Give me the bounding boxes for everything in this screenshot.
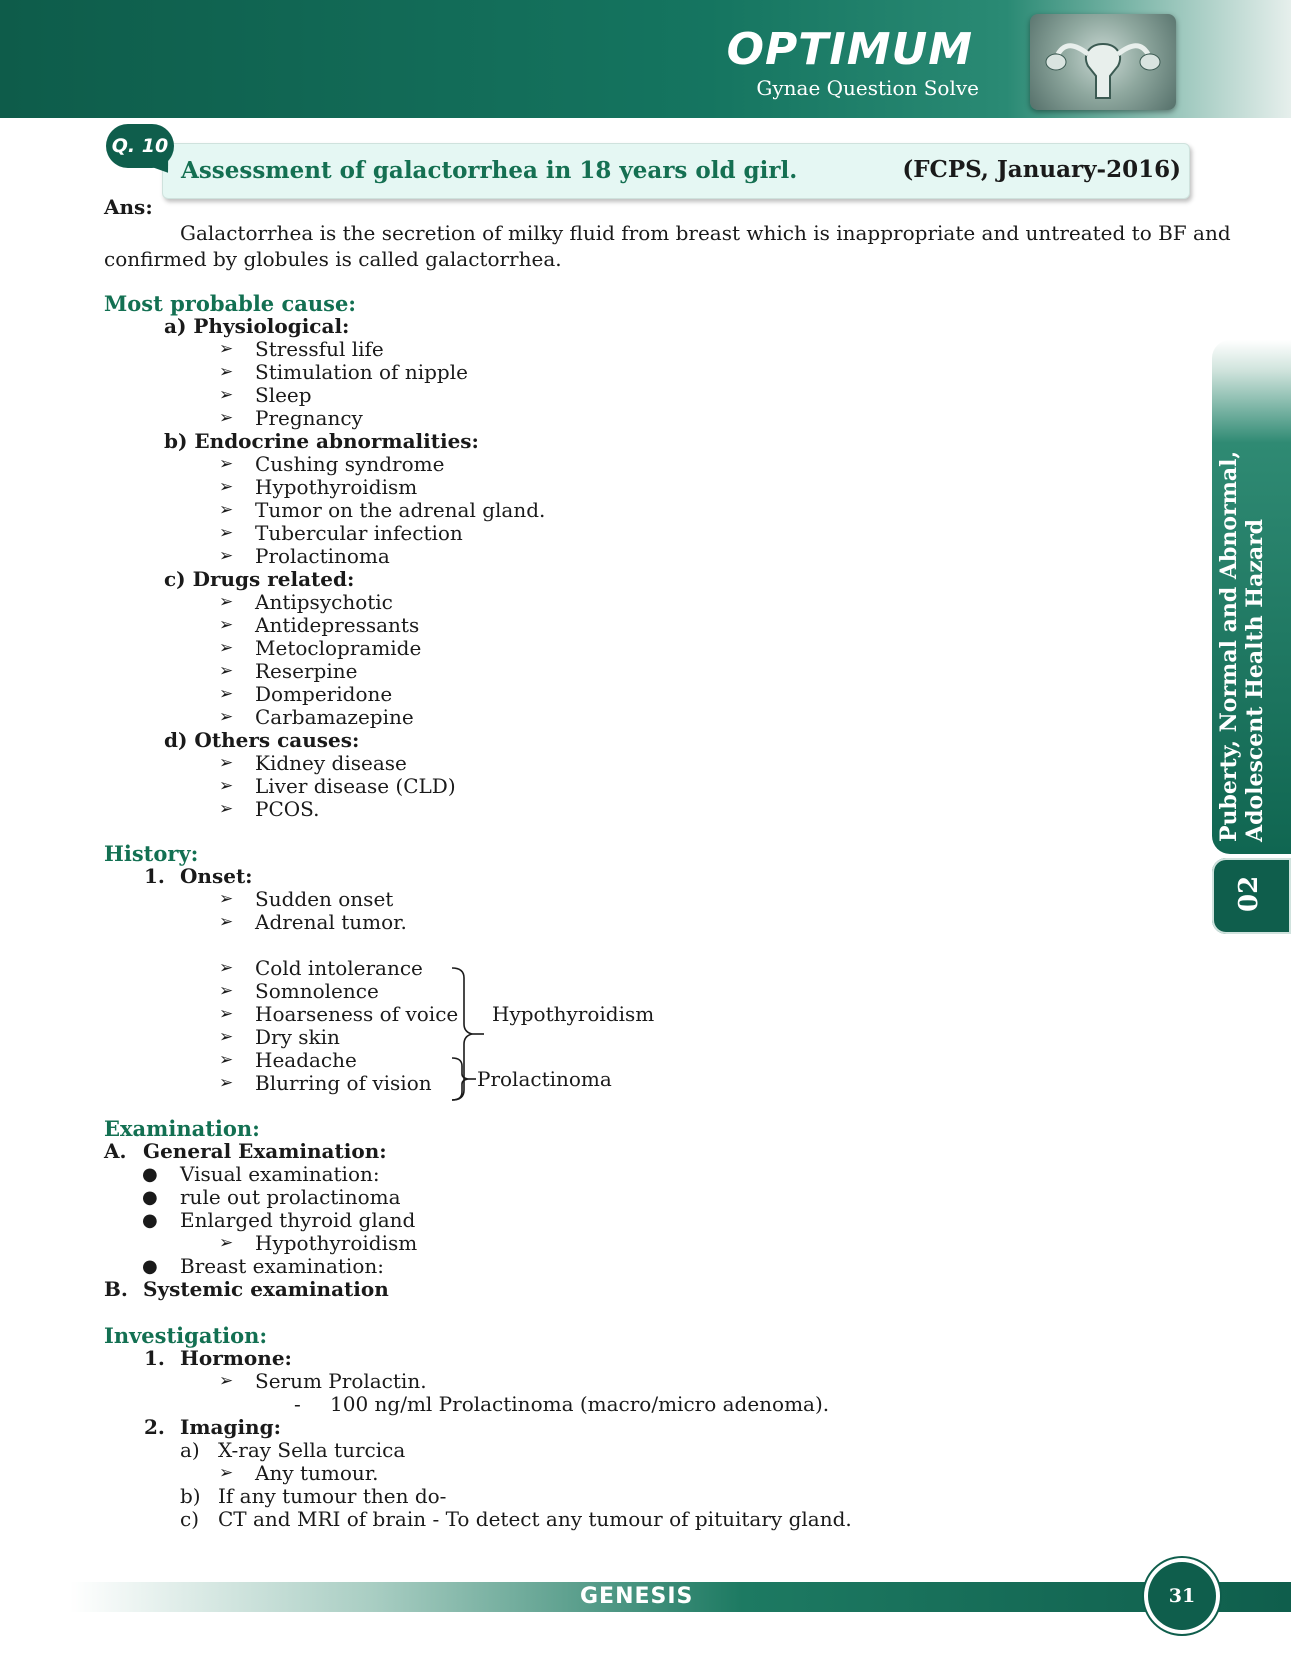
general-exam-item: Enlarged thyroid gland: [180, 1208, 416, 1232]
question-source: (FCPS, January-2016): [902, 156, 1181, 183]
arrow-bullet-icon: ➢: [219, 408, 234, 428]
causes-heading: Most probable cause:: [104, 291, 357, 316]
arrow-bullet-icon: ➢: [219, 707, 234, 727]
general-exam-label: General Examination:: [143, 1139, 387, 1163]
arrow-bullet-icon: ➢: [219, 776, 234, 796]
arrow-bullet-icon: ➢: [219, 1004, 234, 1024]
cause-item: Tumor on the adrenal gland.: [255, 498, 546, 522]
arrow-bullet-icon: ➢: [219, 592, 234, 612]
cause-item: Kidney disease: [255, 751, 407, 775]
arrow-bullet-icon: ➢: [219, 638, 234, 658]
dot-bullet-icon: ●: [142, 1256, 158, 1277]
cause-item: PCOS.: [255, 797, 320, 821]
cause-item: Domperidone: [255, 682, 393, 706]
chapter-title-line1: Puberty, Normal and Abnormal,: [1216, 450, 1242, 842]
dot-bullet-icon: ●: [142, 1164, 158, 1185]
general-exam-item: Visual examination:: [180, 1162, 380, 1186]
arrow-bullet-icon: ➢: [219, 454, 234, 474]
cause-group-label: d) Others causes:: [164, 728, 360, 752]
cause-item: Stressful life: [255, 337, 384, 361]
cause-item: Carbamazepine: [255, 705, 414, 729]
arrow-bullet-icon: ➢: [219, 523, 234, 543]
symptom-item: Headache: [255, 1048, 357, 1072]
arrow-bullet-icon: ➢: [219, 753, 234, 773]
arrow-bullet-icon: ➢: [219, 661, 234, 681]
arrow-bullet-icon: ➢: [219, 958, 234, 978]
arrow-bullet-icon: ➢: [219, 1073, 234, 1093]
cause-group-label: a) Physiological:: [164, 314, 350, 338]
arrow-bullet-icon: ➢: [219, 1463, 234, 1483]
footer-brand: GENESIS: [580, 1584, 694, 1609]
arrow-bullet-icon: ➢: [219, 546, 234, 566]
hypothyroidism-brace-label: Hypothyroidism: [492, 1002, 655, 1026]
cause-item: Metoclopramide: [255, 636, 422, 660]
symptom-item: Dry skin: [255, 1025, 340, 1049]
imaging-number: 2.: [144, 1415, 165, 1439]
cause-item: Hypothyroidism: [255, 475, 418, 499]
general-exam-item: rule out prolactinoma: [180, 1185, 401, 1209]
arrow-bullet-icon: ➢: [219, 362, 234, 382]
arrow-bullet-icon: ➢: [219, 1233, 234, 1253]
cause-item: Pregnancy: [255, 406, 363, 430]
systemic-exam-label: Systemic examination: [143, 1277, 389, 1301]
chapter-title: [1216, 342, 1268, 842]
onset-number: 1.: [144, 864, 165, 888]
question-box: [162, 143, 1190, 199]
imaging-a-text: X-ray Sella turcica: [218, 1438, 406, 1462]
general-sub-item: Hypothyroidism: [255, 1231, 418, 1255]
arrow-bullet-icon: ➢: [219, 500, 234, 520]
arrow-bullet-icon: ➢: [219, 339, 234, 359]
arrow-bullet-icon: ➢: [219, 799, 234, 819]
arrow-bullet-icon: ➢: [219, 684, 234, 704]
cause-item: Antipsychotic: [255, 590, 393, 614]
answer-intro-line1: Galactorrhea is the secretion of milky fluid from breast which is inappropriate and untreated to BF and: [180, 221, 1231, 245]
chapter-title-line2: Adolescent Health Hazard: [1242, 518, 1268, 842]
imaging-b-letter: b): [180, 1484, 201, 1508]
prolactinoma-brace-label: Prolactinoma: [477, 1067, 612, 1091]
arrow-bullet-icon: ➢: [219, 889, 234, 909]
arrow-bullet-icon: ➢: [219, 385, 234, 405]
cause-item: Cushing syndrome: [255, 452, 445, 476]
cause-item: Antidepressants: [255, 613, 420, 637]
symptom-item: Blurring of vision: [255, 1071, 432, 1095]
brand-title: OPTIMUM: [726, 24, 973, 75]
serum-prolactin-detail: 100 ng/ml Prolactinoma (macro/micro adenoma).: [330, 1392, 830, 1416]
examination-heading: Examination:: [104, 1116, 260, 1141]
imaging-label: Imaging:: [180, 1415, 281, 1439]
dot-bullet-icon: ●: [142, 1187, 158, 1208]
arrow-bullet-icon: ➢: [219, 981, 234, 1001]
arrow-bullet-icon: ➢: [219, 1371, 234, 1391]
arrow-bullet-icon: ➢: [219, 1027, 234, 1047]
hormone-label: Hormone:: [180, 1346, 292, 1370]
imaging-a-sub: Any tumour.: [255, 1461, 379, 1485]
answer-intro-line2: confirmed by globules is called galactorrhea.: [104, 247, 562, 271]
cause-item: Reserpine: [255, 659, 358, 683]
onset-item: Adrenal tumor.: [255, 910, 407, 934]
history-heading: History:: [104, 841, 199, 866]
cause-item: Prolactinoma: [255, 544, 390, 568]
page-number: 31: [1148, 1562, 1216, 1630]
dot-bullet-icon: ●: [142, 1210, 158, 1231]
symptom-item: Hoarseness of voice: [255, 1002, 459, 1026]
symptom-item: Somnolence: [255, 979, 379, 1003]
arrow-bullet-icon: ➢: [219, 477, 234, 497]
imaging-c-letter: c): [180, 1507, 200, 1531]
cause-group-label: c) Drugs related:: [164, 567, 355, 591]
hormone-number: 1.: [144, 1346, 165, 1370]
onset-item: Sudden onset: [255, 887, 394, 911]
imaging-a-letter: a): [180, 1438, 200, 1462]
systemic-exam-letter: B.: [104, 1277, 128, 1301]
investigation-heading: Investigation:: [104, 1323, 268, 1348]
arrow-bullet-icon: ➢: [219, 1050, 234, 1070]
imaging-c-text: CT and MRI of brain - To detect any tumour of pituitary gland.: [218, 1507, 852, 1531]
breast-exam-item: Breast examination:: [180, 1254, 384, 1278]
answer-label: Ans:: [104, 195, 153, 219]
onset-label: Onset:: [180, 864, 253, 888]
imaging-b-text: If any tumour then do-: [218, 1484, 447, 1508]
brand-subtitle: Gynae Question Solve: [756, 76, 979, 100]
cause-group-label: b) Endocrine abnormalities:: [164, 429, 479, 453]
dash-bullet: -: [294, 1392, 301, 1416]
cause-item: Liver disease (CLD): [255, 774, 456, 798]
arrow-bullet-icon: ➢: [219, 615, 234, 635]
question-number-badge: Q. 10: [106, 124, 174, 168]
cause-item: Tubercular infection: [255, 521, 463, 545]
uterus-illustration-icon: [1030, 14, 1176, 110]
chapter-number: 02: [1234, 875, 1264, 912]
question-title: Assessment of galactorrhea in 18 years old girl.: [181, 157, 798, 184]
serum-prolactin-item: Serum Prolactin.: [255, 1369, 427, 1393]
symptom-item: Cold intolerance: [255, 956, 423, 980]
brace-prolactinoma-icon: [448, 1056, 478, 1102]
general-exam-letter: A.: [104, 1139, 127, 1163]
cause-item: Sleep: [255, 383, 312, 407]
cause-item: Stimulation of nipple: [255, 360, 468, 384]
arrow-bullet-icon: ➢: [219, 912, 234, 932]
chapter-number-tab: [1212, 858, 1291, 934]
